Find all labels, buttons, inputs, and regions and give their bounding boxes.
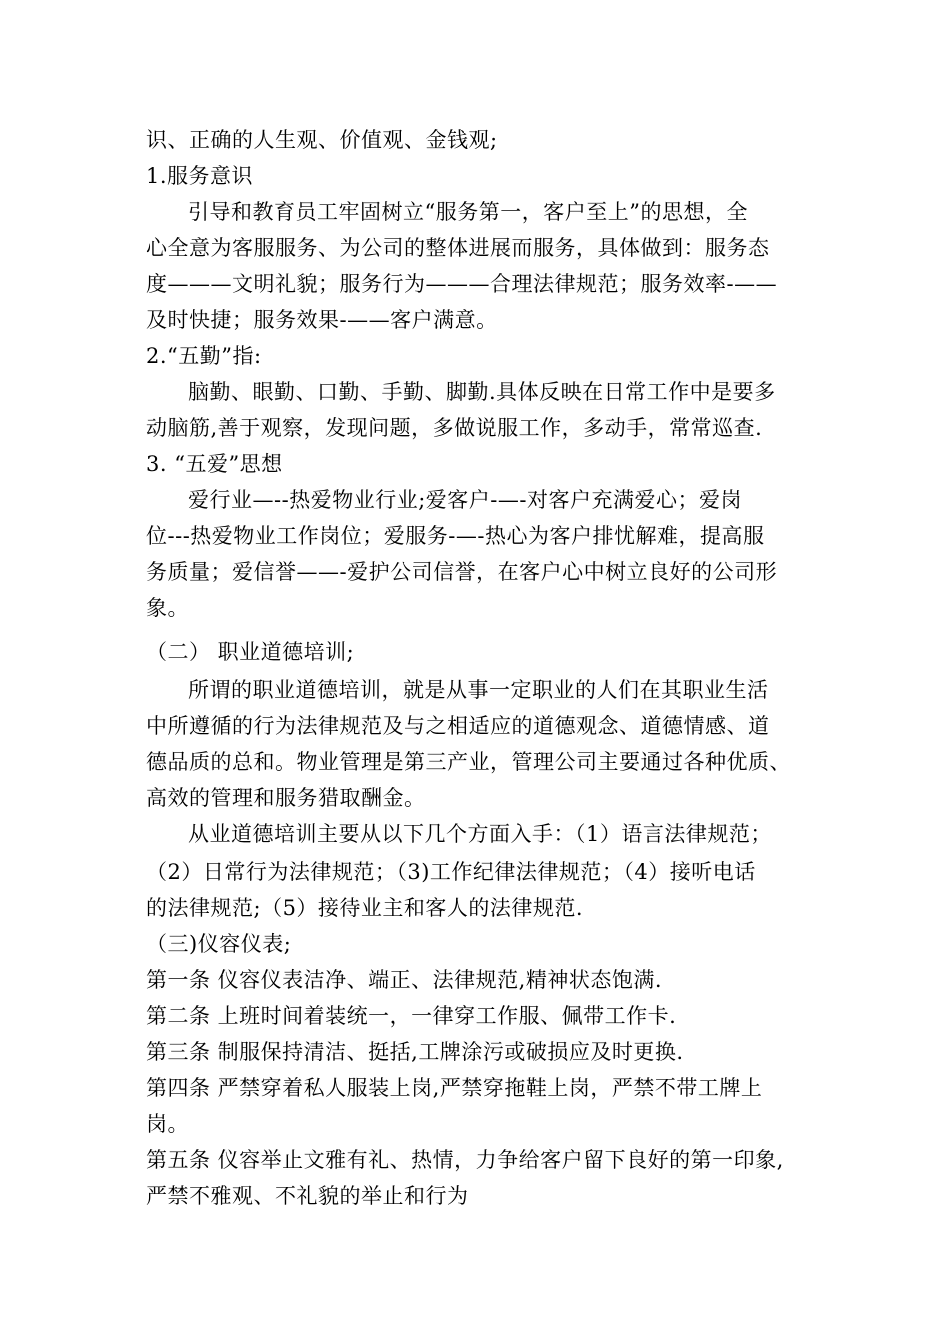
paragraph-line: 从业道德培训主要从以下几个方面入手：（1）语言法律规范； (188, 822, 772, 846)
paragraph-line: 脑勤、眼勤、口勤、手勤、脚勤.具体反映在日常工作中是要多 (188, 380, 776, 404)
paragraph-line: 所谓的职业道德培训，就是从事一定职业的人们在其职业生活 (188, 678, 769, 702)
paragraph-line: 位---热爱物业工作岗位；爱服务-—-热心为客户排忧解难，提高服 (146, 524, 765, 548)
paragraph-line: 象。 (146, 596, 189, 620)
paragraph-line: 的法律规范;（5）接待业主和客人的法律规范. (146, 896, 584, 920)
article-line: 第三条 制服保持清洁、挺括,工牌涂污或破损应及时更换. (146, 1040, 684, 1064)
paragraph-line: 爱行业—--热爱物业行业;爱客户-—-对客户充满爱心；爱岗 (188, 488, 742, 512)
article-line: 第二条 上班时间着装统一，一律穿工作服、佩带工作卡. (146, 1004, 677, 1028)
section-heading: 2.“五勤”指: (146, 344, 262, 368)
section-heading: （三)仪容仪表; (146, 932, 292, 956)
paragraph-line: 高效的管理和服务猎取酬金。 (146, 786, 426, 810)
article-line: 岗。 (146, 1112, 189, 1136)
article-line: 第四条 严禁穿着私人服装上岗,严禁穿拖鞋上岗，严禁不带工牌上 (146, 1076, 763, 1100)
paragraph-line: 动脑筋,善于观察，发现问题，多做说服工作，多动手，常常巡查. (146, 416, 763, 440)
paragraph-line: 引导和教育员工牢固树立“服务第一，客户至上”的思想，全 (188, 200, 748, 224)
text-line: 识、正确的人生观、价值观、金钱观; (146, 128, 498, 152)
article-line: 第一条 仪容仪表洁净、端正、法律规范,精神状态饱满. (146, 968, 663, 992)
section-heading: 1.服务意识 (146, 164, 254, 188)
paragraph-line: 中所遵循的行为法律规范及与之相适应的道德观念、道德情感、道 (146, 714, 770, 738)
article-line: 第五条 仪容举止文雅有礼、热情，力争给客户留下良好的第一印象, (146, 1148, 784, 1172)
paragraph-line: （2）日常行为法律规范；（3)工作纪律法律规范；（4）接听电话 (146, 860, 756, 884)
article-line: 严禁不雅观、不礼貌的举止和行为 (146, 1184, 469, 1208)
paragraph-line: 及时快捷；服务效果-——客户满意。 (146, 308, 498, 332)
paragraph-line: 德品质的总和。物业管理是第三产业，管理公司主要通过各种优质、 (146, 750, 791, 774)
paragraph-line: 务质量；爱信誉——-爱护公司信誉，在客户心中树立良好的公司形 (146, 560, 778, 584)
section-heading: 3. “五爱”思想 (146, 452, 283, 476)
paragraph-line: 度———文明礼貌；服务行为———合理法律规范；服务效率-—— (146, 272, 778, 296)
section-heading: （二） 职业道德培训; (146, 640, 355, 664)
paragraph-line: 心全意为客服服务、为公司的整体进展而服务，具体做到：服务态 (146, 236, 770, 260)
